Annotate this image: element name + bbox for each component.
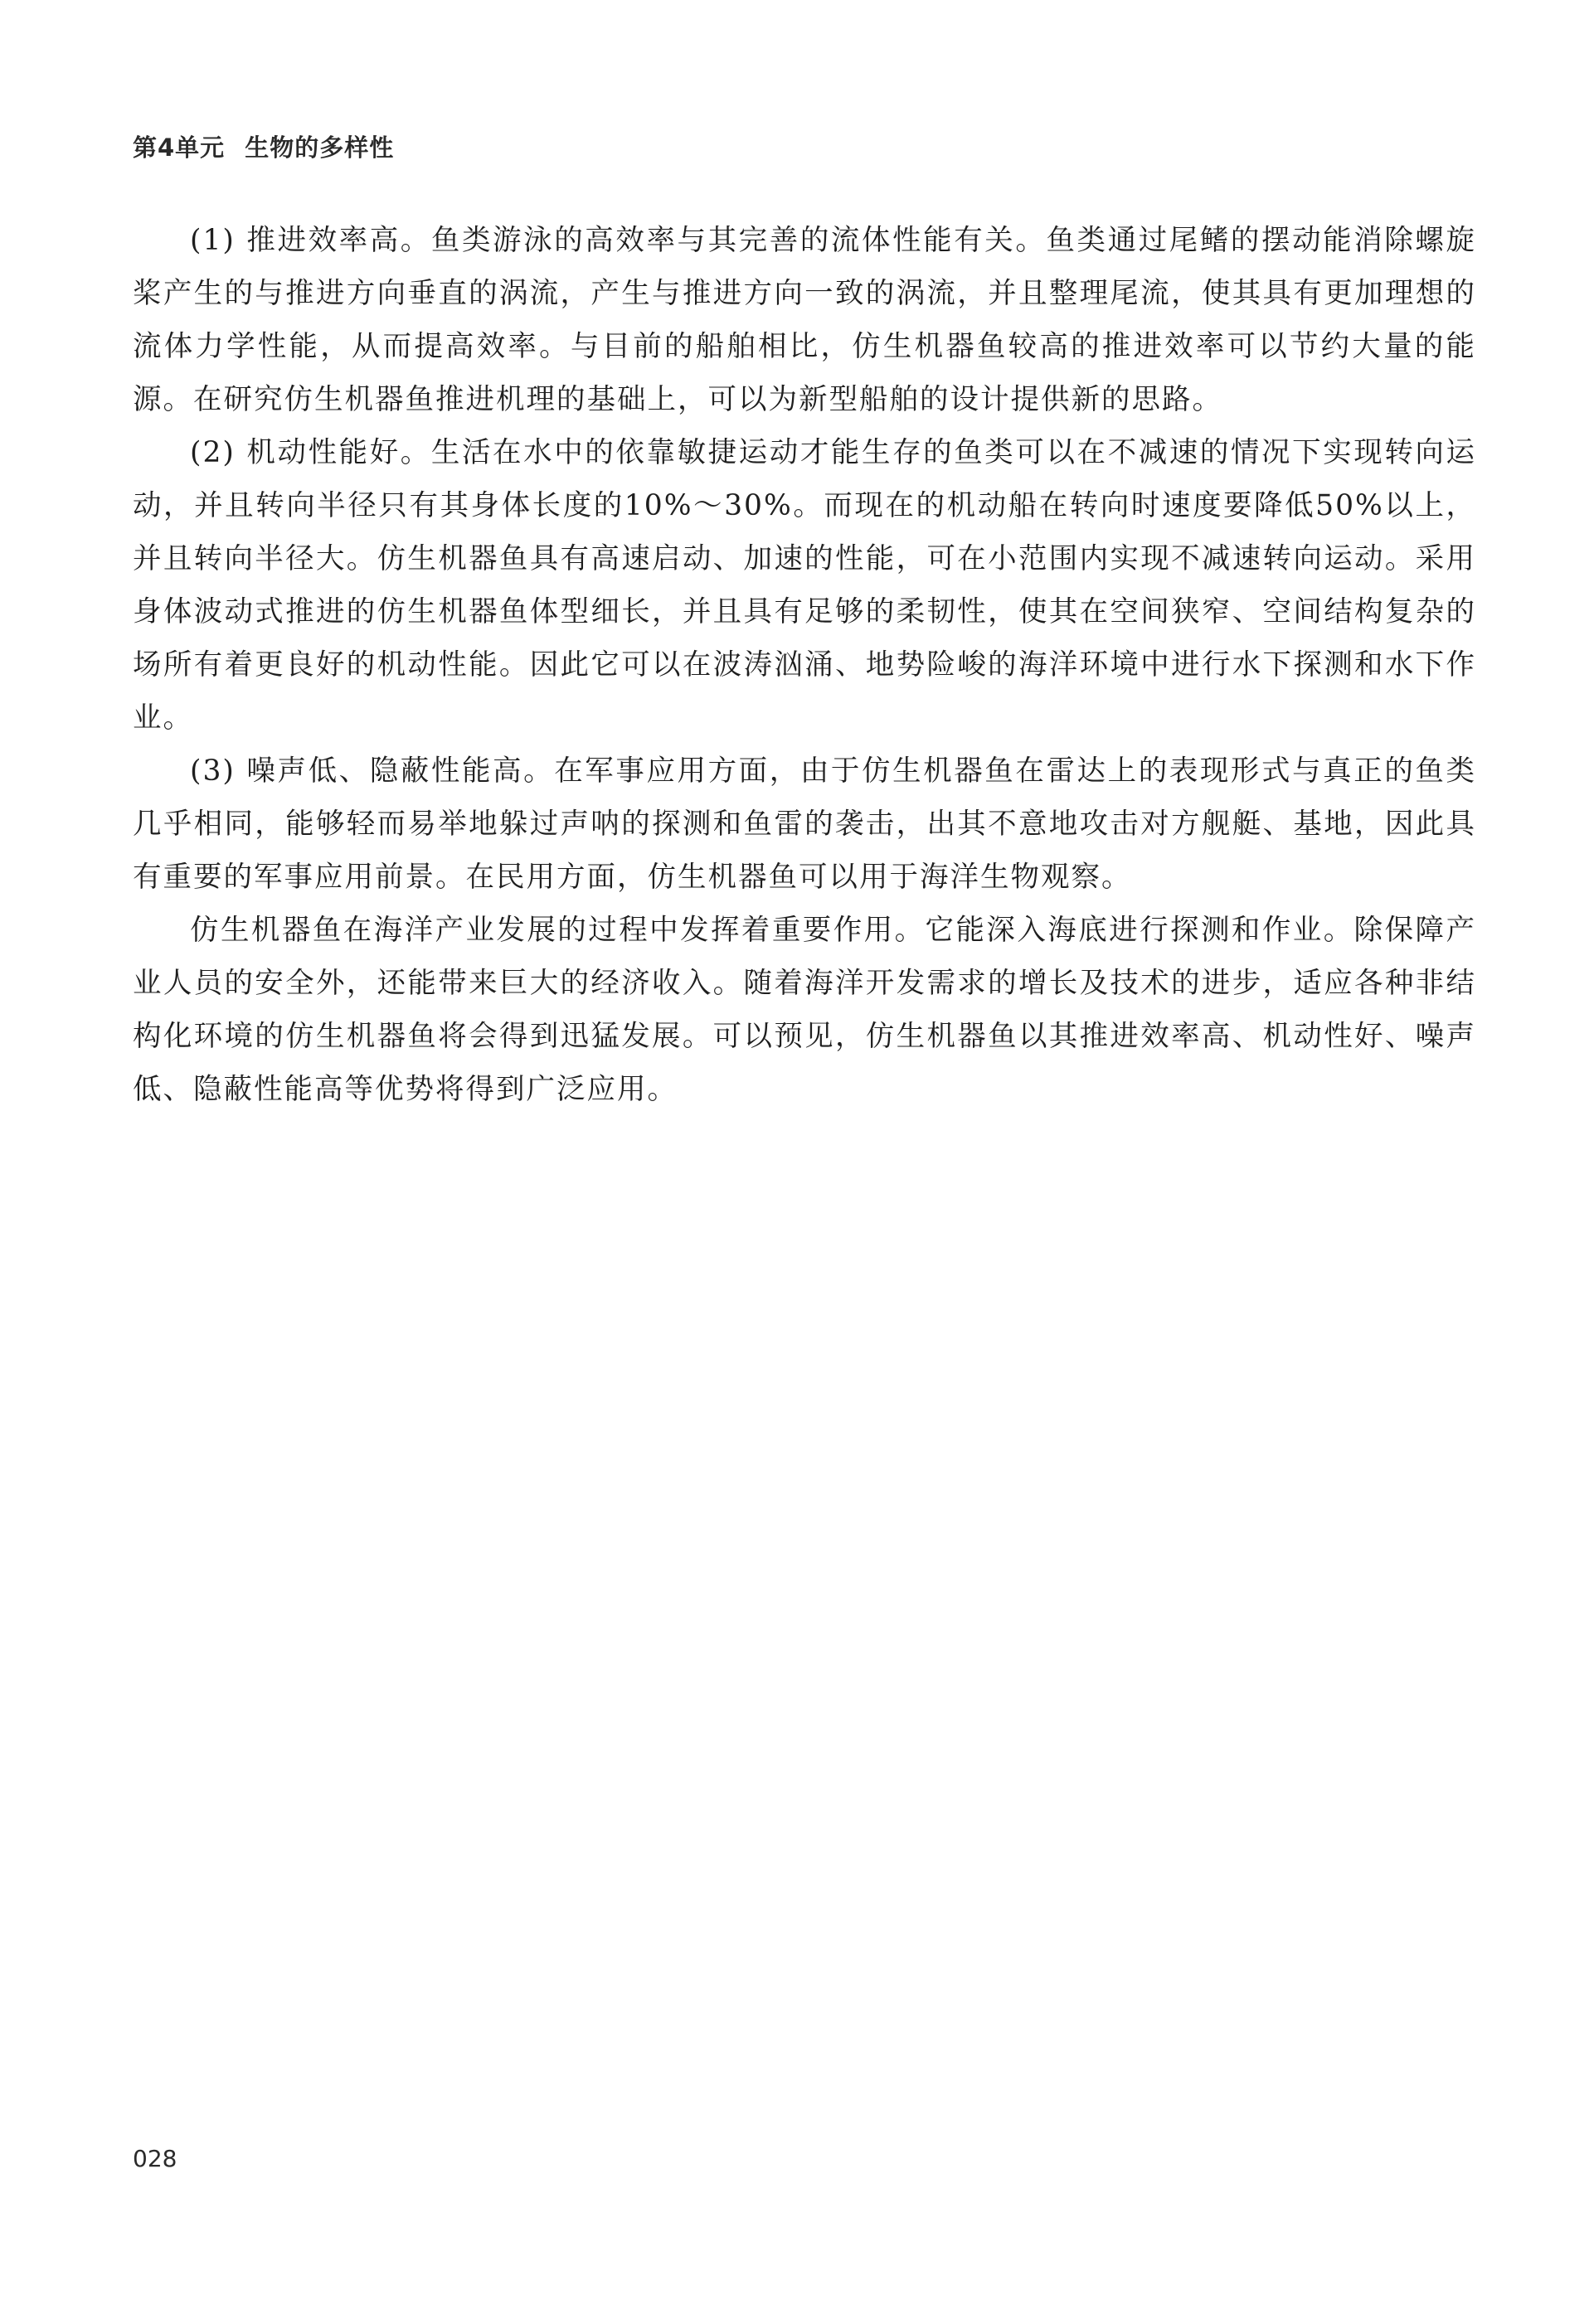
unit-label: 第4单元: [133, 133, 226, 162]
running-header: [133, 129, 394, 163]
body-text: [133, 214, 1476, 1116]
paragraph-low-noise-stealth: (3) 噪声低、隐蔽性能高。在军事应用方面，由于仿生机器鱼在雷达上的表现形式与真正的鱼类几乎相同，能够轻而易举地躲过声呐的探测和鱼雷的袭击，出其不意地攻击对方舰艇、基地，因此具有重要的军事应用前景。在民用方面，仿生机器鱼可以用于海洋生物观察。: [133, 754, 1476, 894]
chapter-title: 生物的多样性: [245, 133, 395, 162]
paragraph-maneuverability: (2) 机动性能好。生活在水中的依靠敏捷运动才能生存的鱼类可以在不减速的情况下实现转向运动，并且转向半径只有其身体长度的10%～30%。而现在的机动船在转向时速度要降低50%以上，并且转向半径大。仿生机器鱼具有高速启动、加速的性能，可在小范围内实现不减速转向运动。采用身体波动式推进的仿生机器鱼体型细长，并且具有足够的柔韧性，使其在空间狭窄、空间结构复杂的场所有着更良好的机动性能。因此它可以在波涛汹涌、地势险峻的海洋环境中进行水下探测和水下作业。: [133, 436, 1476, 735]
page-number: 028: [133, 2145, 177, 2172]
paragraph-propulsion-efficiency: (1) 推进效率高。鱼类游泳的高效率与其完善的流体性能有关。鱼类通过尾鳍的摆动能消除螺旋桨产生的与推进方向垂直的涡流，产生与推进方向一致的涡流，并且整理尾流，使其具有更加理想的流体力学性能，从而提高效率。与目前的船舶相比，仿生机器鱼较高的推进效率可以节约大量的能源。在研究仿生机器鱼推进机理的基础上，可以为新型船舶的设计提供新的思路。: [133, 224, 1476, 416]
paragraph-conclusion: 仿生机器鱼在海洋产业发展的过程中发挥着重要作用。它能深入海底进行探测和作业。除保障产业人员的安全外，还能带来巨大的经济收入。随着海洋开发需求的增长及技术的进步，适应各种非结构化环境的仿生机器鱼将会得到迅猛发展。可以预见，仿生机器鱼以其推进效率高、机动性好、噪声低、隐蔽性能高等优势将得到广泛应用。: [133, 914, 1476, 1106]
